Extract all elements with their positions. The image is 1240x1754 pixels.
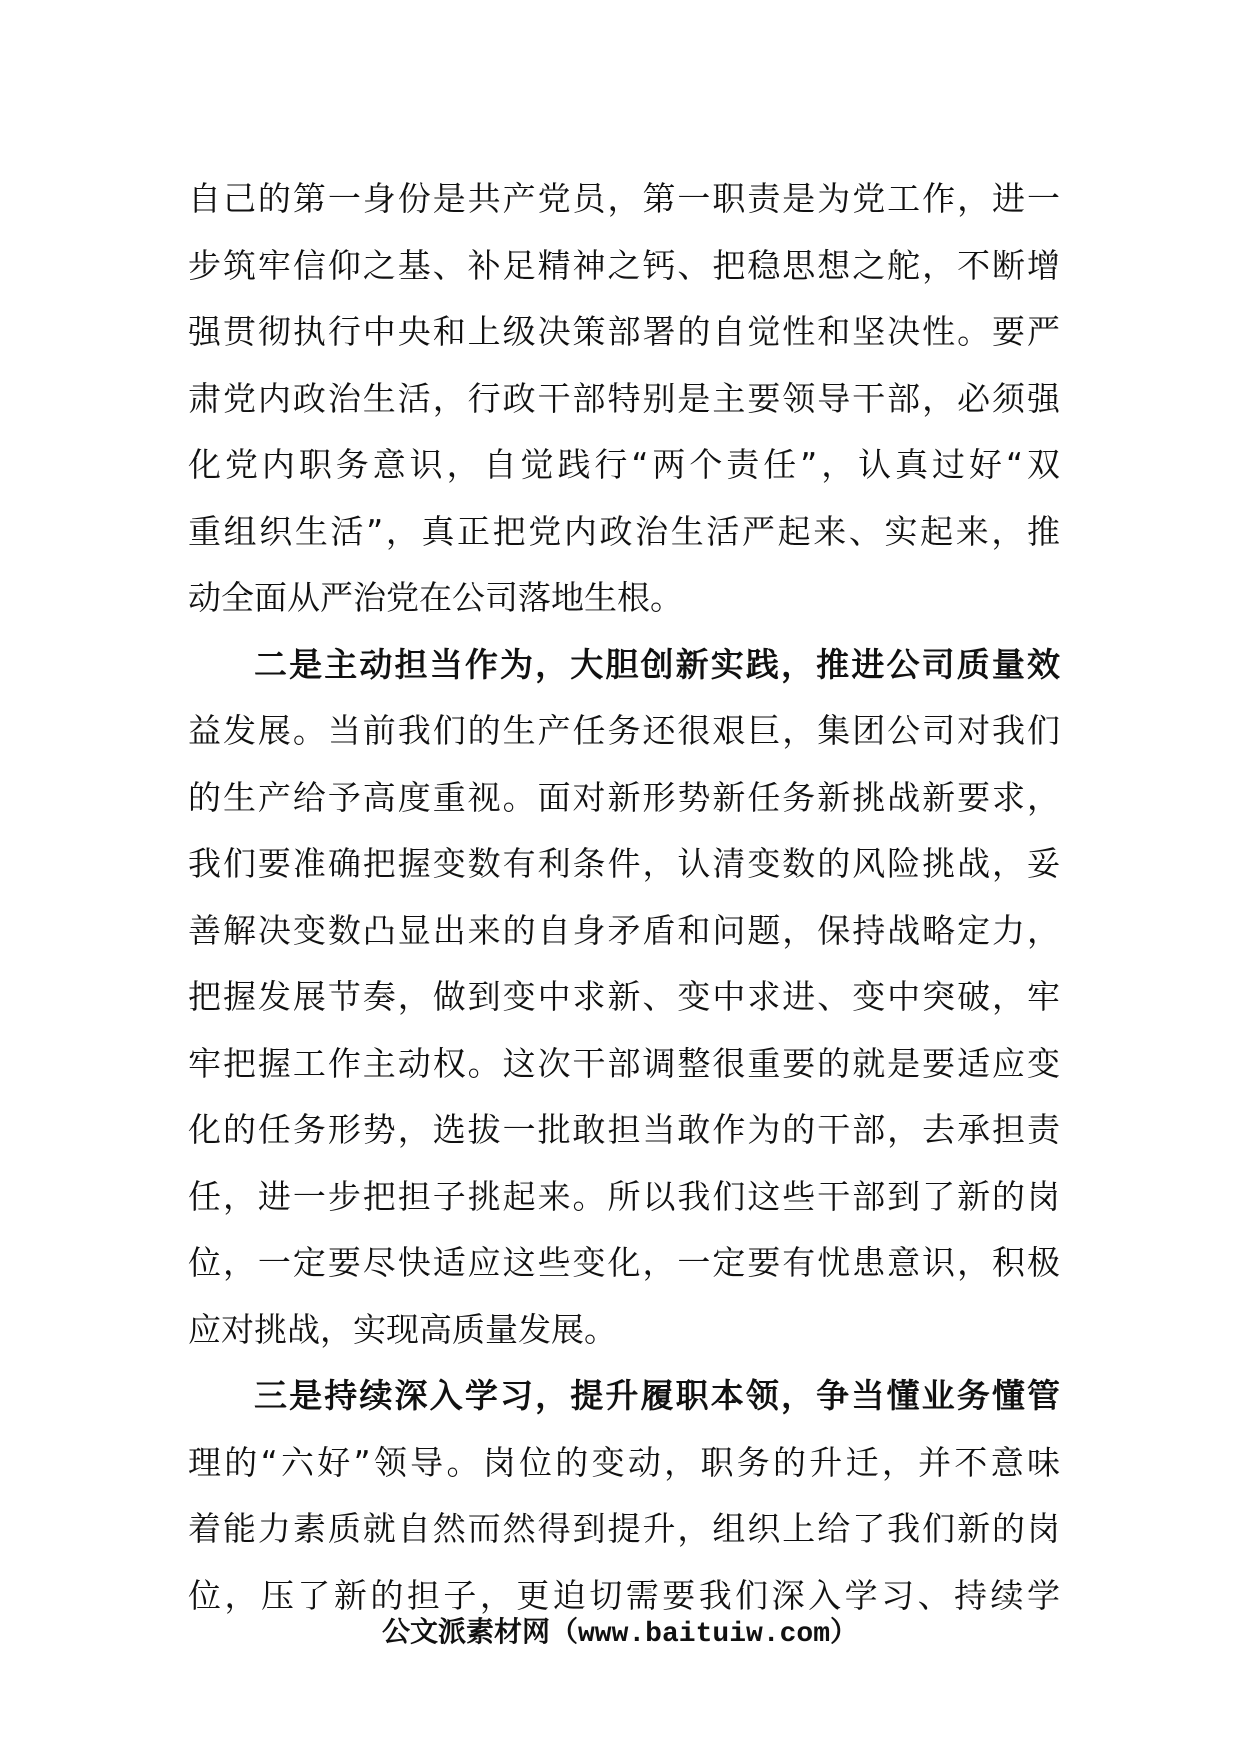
text-line: 把握发展节奏，做到变中求新、变中求进、变中突破，牢 bbox=[188, 977, 1060, 1016]
paragraph-2 bbox=[188, 632, 1060, 1364]
text-line: 重组织生活”，真正把党内政治生活严起来、实起来，推 bbox=[188, 511, 1060, 551]
text-line: 着能力素质就自然而然得到提升，组织上给了我们新的岗 bbox=[188, 1509, 1060, 1548]
text-line: 牢把握工作主动权。这次干部调整很重要的就是要适应变 bbox=[188, 1043, 1060, 1083]
text-line: 位，压了新的担子，更迫切需要我们深入学习、持续学 bbox=[188, 1575, 1060, 1615]
text-line: 化的任务形势，选拔一批敢担当敢作为的干部，去承担责 bbox=[188, 1110, 1060, 1149]
text-line: 任，进一步把担子挑起来。所以我们这些干部到了新的岗 bbox=[188, 1176, 1060, 1216]
text-line: 自己的第一身份是共产党员，第一职责是为党工作，进一 bbox=[188, 179, 1060, 218]
paragraph-heading-line: 三是持续深入学习，提升履职本领，争当懂业务懂管 bbox=[254, 1376, 1060, 1415]
paragraph-heading-line: 二是主动担当作为，大胆创新实践，推进公司质量效 bbox=[254, 644, 1060, 684]
text-line: 理的“六好”领导。岗位的变动，职务的升迁，并不意味 bbox=[188, 1442, 1060, 1482]
paragraph-3 bbox=[188, 1363, 1060, 1629]
text-line: 肃党内政治生活，行政干部特别是主要领导干部，必须强 bbox=[188, 378, 1060, 418]
text-line: 应对挑战，实现高质量发展。 bbox=[188, 1309, 617, 1349]
footer-site-name: 公文派素材网（ bbox=[381, 1615, 578, 1648]
footer-close-paren: ） bbox=[830, 1615, 859, 1648]
footer-url: www.baituiw.com bbox=[577, 1619, 831, 1650]
text-line: 动全面从严治党在公司落地生根。 bbox=[188, 578, 683, 617]
body-text bbox=[188, 166, 1060, 1629]
paragraph-1 bbox=[188, 166, 1060, 632]
text-line: 的生产给予高度重视。面对新形势新任务新挑战新要求， bbox=[188, 777, 1060, 817]
footer-watermark bbox=[0, 1612, 1240, 1655]
text-line: 强贯彻执行中央和上级决策部署的自觉性和坚决性。要严 bbox=[188, 312, 1060, 351]
text-line: 化党内职务意识，自觉践行“两个责任”，认真过好“双 bbox=[188, 445, 1060, 484]
text-line: 位，一定要尽快适应这些变化，一定要有忧患意识，积极 bbox=[188, 1243, 1060, 1282]
text-line: 我们要准确把握变数有利条件，认清变数的风险挑战，妥 bbox=[188, 844, 1060, 883]
text-line: 步筑牢信仰之基、补足精神之钙、把稳思想之舵，不断增 bbox=[188, 245, 1060, 285]
text-line: 善解决变数凸显出来的自身矛盾和问题，保持战略定力， bbox=[188, 910, 1060, 950]
text-line: 益发展。当前我们的生产任务还很艰巨，集团公司对我们 bbox=[188, 711, 1060, 750]
